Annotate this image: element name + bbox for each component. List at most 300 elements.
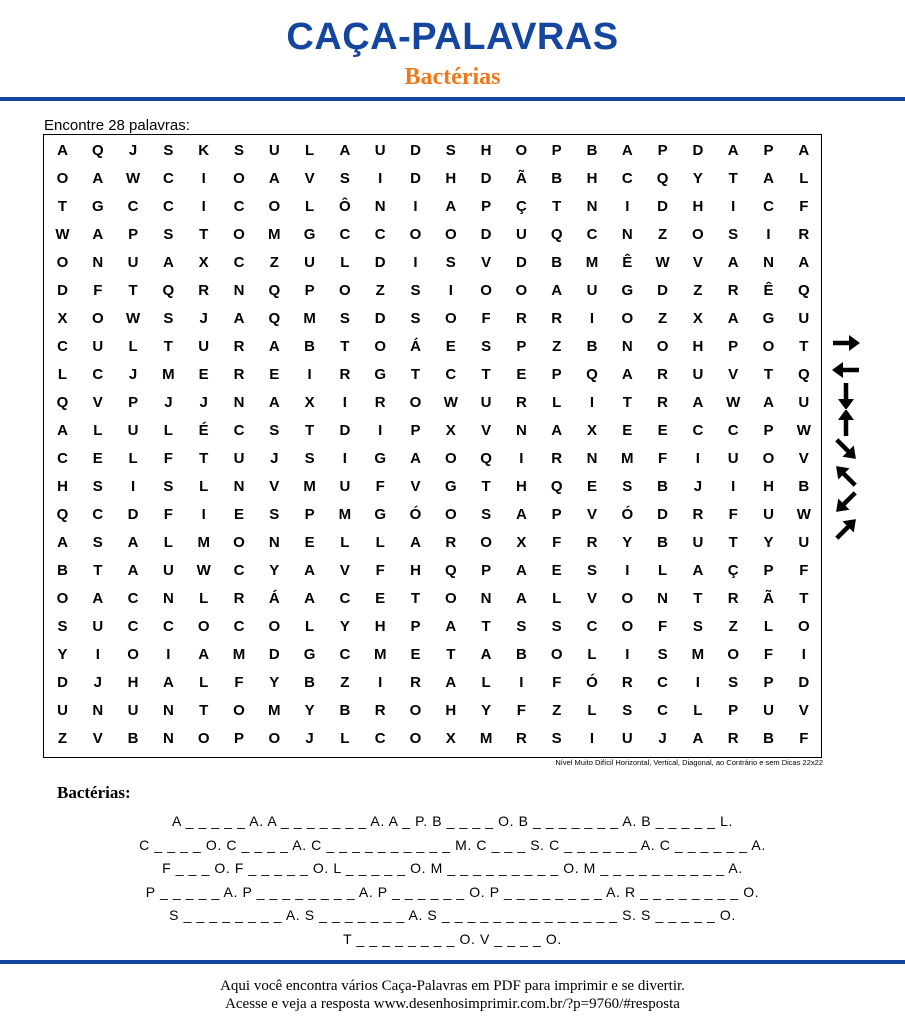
grid-letter: U [127,254,139,271]
grid-letter: A [162,254,174,271]
grid-letter: O [762,338,775,355]
grid-letter: Q [797,366,810,383]
grid-letter: A [551,422,563,439]
grid-letter: C [692,422,704,439]
grid-letter: T [199,226,209,243]
grid-letter: A [727,310,739,327]
grid-letter: J [199,394,208,411]
grid-letter: A [445,618,457,635]
grid-letter: I [625,562,630,579]
grid-letter: N [92,254,104,271]
grid-letter: A [162,674,174,691]
down-right-arrow-icon [828,436,864,462]
grid-letter: C [374,730,386,747]
grid-letter: B [551,254,563,271]
grid-letter: U [374,142,386,159]
grid-letter: C [162,198,174,215]
grid-letter: T [410,590,421,607]
grid-letter: M [621,450,634,467]
grid-letter: A [127,562,139,579]
grid-letter: U [763,506,774,523]
grid-letter: O [692,226,704,243]
grid-letter: U [480,394,492,411]
grid-letter: J [270,450,279,467]
grid-letter: F [799,730,809,747]
grid-letter: O [444,590,457,607]
grid-letter: Ç [515,198,527,215]
grid-letter: P [233,730,244,747]
grid-letter: L [128,450,138,467]
grid-letter: C [233,198,245,215]
grid-letter: N [657,590,669,607]
grid-letter: C [621,170,633,187]
grid-letter: I [731,478,736,495]
grid-letter: Q [56,394,69,411]
grid-letter: A [480,646,492,663]
grid-letter: E [233,506,244,523]
grid-letter: O [444,506,457,523]
grid-letter: S [410,310,421,327]
grid-letter: H [480,142,492,159]
grid-letter: C [763,198,774,215]
grid-letter: L [587,702,597,719]
grid-letter: L [763,618,774,635]
grid-letter: S [163,478,174,495]
grid-letter: A [692,562,704,579]
grid-letter: Ê [622,254,633,271]
grid-letter: P [728,338,739,355]
grid-letter: O [444,310,457,327]
grid-letter: T [799,590,809,607]
grid-letter: C [445,366,457,383]
grid-letter: R [410,674,421,691]
grid-letter: F [93,282,103,299]
grid-letter: X [516,534,527,551]
grid-letter: L [693,702,703,719]
grid-letter: G [303,226,316,243]
grid-letter: O [339,282,351,299]
grid-letter: U [162,562,174,579]
grid-letter: R [515,730,527,747]
grid-letter: P [657,142,668,159]
grid-letter: J [93,674,102,691]
grid-letter: R [374,394,386,411]
grid-letter: K [198,142,210,159]
grid-letter: I [766,226,771,243]
grid-letter: A [304,590,316,607]
grid-letter: S [551,618,562,635]
grid-letter: N [586,450,598,467]
grid-letter: T [305,422,315,439]
grid-letter: R [515,310,527,327]
grid-letter: J [128,366,138,383]
grid-letter: B [657,534,669,551]
grid-letter: L [163,422,173,439]
grid-letter: E [516,366,527,383]
up-left-arrow-icon [828,463,864,489]
grid-letter: H [374,618,386,635]
grid-letter: B [586,142,598,159]
grid-letter: E [622,422,633,439]
grid-letter: V [410,478,421,495]
grid-letter: H [410,562,421,579]
grid-letter: D [692,142,704,159]
grid-letter: T [410,366,421,383]
grid-letter: U [127,702,139,719]
grid-letter: I [342,450,347,467]
grid-letter: C [727,422,739,439]
hint-line: F _ _ _ O. F _ _ _ _ _ O. L _ _ _ _ _ O. M _ _ _ _ _ _ _ _ _ O. M _ _ _ _ _ _ _ _ _ _ A. [162,860,743,877]
grid-letter: V [798,702,809,719]
grid-letter: F [552,534,562,551]
grid-letter: D [798,674,810,691]
grid-letter: T [57,198,68,215]
hints-heading: Bactérias: [57,783,131,802]
grid-letter: Z [552,702,562,719]
grid-letter: V [92,730,103,747]
grid-letter: N [233,282,245,299]
grid-letter: L [57,366,68,383]
grid-letter: M [268,702,281,719]
up-right-arrow-icon [828,516,864,542]
grid-letter: L [93,422,103,439]
grid-letter: U [268,142,280,159]
grid-letter: T [199,450,209,467]
grid-letter: T [199,702,209,719]
grid-letter: F [552,674,562,691]
grid-letter: E [410,646,421,663]
grid-letter: U [339,478,351,495]
grid-letter: A [692,730,704,747]
grid-letter: A [798,254,810,271]
down-arrow-icon [828,383,864,409]
grid-letter: N [268,534,280,551]
grid-letter: T [622,394,632,411]
grid-letter: C [339,226,351,243]
grid-letter: O [480,534,492,551]
grid-letter: O [480,282,492,299]
grid-letter: A [92,170,104,187]
grid-letter: O [409,226,422,243]
grid-letter: W [126,170,141,187]
grid-letter: X [304,394,315,411]
grid-letter: W [443,394,458,411]
grid-letter: O [233,226,245,243]
grid-letter: S [481,338,492,355]
grid-letter: I [307,366,312,383]
grid-letter: C [339,646,351,663]
grid-letter: E [551,562,562,579]
grid-letter: S [163,142,174,159]
bottom-divider [0,960,905,964]
grid-letter: C [92,506,104,523]
grid-letter: O [515,142,528,159]
grid-letter: V [586,506,597,523]
grid-letter: Ê [763,282,774,299]
grid-letter: I [342,394,347,411]
grid-letter: D [657,198,669,215]
grid-letter: O [197,730,210,747]
grid-letter: Z [340,674,350,691]
grid-letter: B [586,338,598,355]
grid-letter: S [304,450,315,467]
grid-letter: N [586,198,598,215]
grid-letter: L [658,562,668,579]
grid-letter: C [586,226,598,243]
grid-letter: A [410,450,421,467]
grid-letter: I [413,254,418,271]
grid-letter: S [339,170,350,187]
grid-letter: Z [658,310,668,327]
grid-letter: S [92,534,103,551]
grid-letter: H [57,478,68,495]
grid-letter: Z [552,338,562,355]
grid-letter: R [445,534,457,551]
grid-letter: Z [269,254,279,271]
grid-letter: G [444,478,457,495]
grid-letter: X [445,422,456,439]
grid-letter: Ô [339,198,351,215]
grid-letter: R [621,674,633,691]
grid-letter: A [621,142,633,159]
grid-letter: U [198,338,210,355]
grid-letter: G [621,282,634,299]
grid-letter: O [197,618,210,635]
grid-letter: T [481,366,491,383]
grid-letter: Ó [409,506,422,523]
grid-letter: A [57,422,68,439]
grid-letter: P [763,142,774,159]
word-search-grid [43,134,822,758]
grid-letter: S [339,310,350,327]
footer-line-2: Acesse e veja a resposta www.desenhosimprimir.com.br/?p=9760/#resposta [225,996,680,1012]
grid-letter: D [374,310,386,327]
grid-letter: S [57,618,68,635]
grid-letter: A [763,394,774,411]
grid-letter: Y [692,170,703,187]
grid-letter: C [162,618,174,635]
grid-letter: O [621,618,634,635]
grid-letter: C [162,170,174,187]
grid-letter: A [198,646,210,663]
grid-letter: B [339,702,351,719]
grid-letter: C [657,702,669,719]
grid-letter: V [92,394,103,411]
grid-letter: O [56,254,69,271]
grid-letter: S [233,142,244,159]
grid-letter: D [57,282,68,299]
grid-letter: U [57,702,68,719]
grid-letter: S [445,254,456,271]
grid-letter: U [127,422,139,439]
grid-letter: M [162,366,175,383]
footer [0,977,905,1013]
grid-letter: R [657,394,669,411]
hint-line: T _ _ _ _ _ _ _ _ O. V _ _ _ _ O. [343,930,562,947]
grid-letter: F [658,618,668,635]
grid-letter: I [378,674,383,691]
grid-letter: A [727,254,739,271]
grid-letter: T [340,338,350,355]
grid-letter: D [127,506,139,523]
grid-letter: B [798,478,810,495]
grid-letter: P [763,562,774,579]
grid-letter: A [127,534,139,551]
grid-letter: P [410,618,421,635]
grid-letter: Ç [727,562,739,579]
grid-letter: B [551,170,563,187]
grid-letter: Q [586,366,598,383]
grid-letter: U [304,254,316,271]
grid-letter: Q [550,226,563,243]
grid-letter: Z [658,226,668,243]
grid-letter: Z [375,282,385,299]
grid-letter: E [198,366,209,383]
grid-letter: I [625,646,630,663]
grid-letter: M [303,478,316,495]
grid-letter: U [763,702,774,719]
grid-letter: N [162,590,174,607]
grid-letter: U [233,450,245,467]
grid-letter: V [586,590,597,607]
grid-letter: U [515,226,527,243]
grid-letter: V [269,478,280,495]
grid-letter: B [57,562,68,579]
grid-letter: R [727,282,739,299]
grid-letter: I [589,730,595,747]
grid-letter: F [375,478,385,495]
grid-letter: N [621,226,633,243]
grid-letter: O [409,702,422,719]
grid-letter: A [57,142,68,159]
grid-letter: T [552,198,562,215]
grid-letter: C [233,422,245,439]
grid-letter: Y [481,702,492,719]
grid-letter: T [481,478,491,495]
grid-letter: I [448,282,453,299]
grid-letter: S [269,422,280,439]
grid-letter: T [446,646,456,663]
grid-letter: T [728,170,738,187]
grid-letter: Q [656,170,669,187]
grid-letter: B [763,730,774,747]
grid-letter: R [727,590,739,607]
grid-letter: O [268,198,281,215]
grid-letter: N [480,590,492,607]
grid-letter: W [126,310,141,327]
grid-letter: F [728,506,738,523]
grid-letter: S [728,674,739,691]
grid-letter: U [798,394,810,411]
grid-letter: Q [268,310,281,327]
grid-letter: L [305,142,315,159]
grid-letter: O [233,702,245,719]
down-left-arrow-icon [828,489,864,515]
grid-letter: J [693,478,703,495]
grid-letter: C [127,618,139,635]
grid-letter: Y [269,674,280,691]
grid-letter: M [479,730,493,747]
grid-letter: O [233,170,245,187]
grid-letter: C [586,618,598,635]
grid-letter: P [304,506,315,523]
grid-letter: C [233,254,245,271]
grid-letter: D [268,646,280,663]
grid-letter: P [128,226,139,243]
grid-letter: I [589,394,595,411]
grid-letter: O [91,310,104,327]
grid-letter: P [551,366,562,383]
grid-letter: U [621,730,633,747]
grid-letter: L [375,534,385,551]
grid-letter: É [198,422,209,439]
grid-letter: I [131,478,136,495]
grid-letter: M [303,310,316,327]
grid-letter: A [233,310,245,327]
grid-letter: U [798,310,810,327]
grid-letter: A [515,590,527,607]
grid-letter: R [374,702,386,719]
grid-letter: O [409,394,422,411]
grid-letter: F [163,450,173,467]
up-arrow-icon [828,410,864,436]
grid-letter: D [374,254,386,271]
grid-letter: P [128,394,139,411]
grid-letter: R [233,366,245,383]
grid-letter: V [798,450,809,467]
grid-letter: I [519,674,524,691]
grid-letter: R [198,282,210,299]
grid-letter: S [410,282,421,299]
grid-letter: P [551,142,562,159]
grid-letter: L [199,590,209,607]
grid-letter: T [128,282,138,299]
grid-letter: G [374,450,387,467]
grid-letter: H [692,338,704,355]
level-note: Nível Muito Difícil Horizontal, Vertical, Diagonal, ao Contrário e sem Dicas 22x22 [555,758,823,767]
grid-letter: L [199,674,209,691]
grid-letter: H [763,478,774,495]
grid-letter: P [516,338,527,355]
grid-letter: V [304,170,315,187]
grid-letter: I [201,170,206,187]
grid-letter: S [163,310,174,327]
grid-letter: O [56,170,69,187]
grid-letter: X [586,422,597,439]
grid-letter: A [445,674,457,691]
grid-letter: W [55,226,70,243]
grid-letter: T [728,534,738,551]
grid-letter: Y [339,618,350,635]
grid-letter: A [268,394,280,411]
grid-letter: F [799,562,809,579]
grid-letter: T [693,590,703,607]
grid-letter: H [445,170,457,187]
grid-letter: O [268,730,281,747]
grid-letter: C [233,618,245,635]
grid-letter: U [727,450,739,467]
grid-letter: L [305,618,315,635]
grid-letter: D [480,170,492,187]
grid-letter: L [552,590,562,607]
grid-letter: C [92,366,104,383]
grid-letter: L [128,338,138,355]
grid-letter: S [728,226,739,243]
grid-letter: G [303,646,316,663]
grid-letter: Q [480,450,492,467]
top-divider [0,97,905,101]
grid-letter: P [763,422,774,439]
